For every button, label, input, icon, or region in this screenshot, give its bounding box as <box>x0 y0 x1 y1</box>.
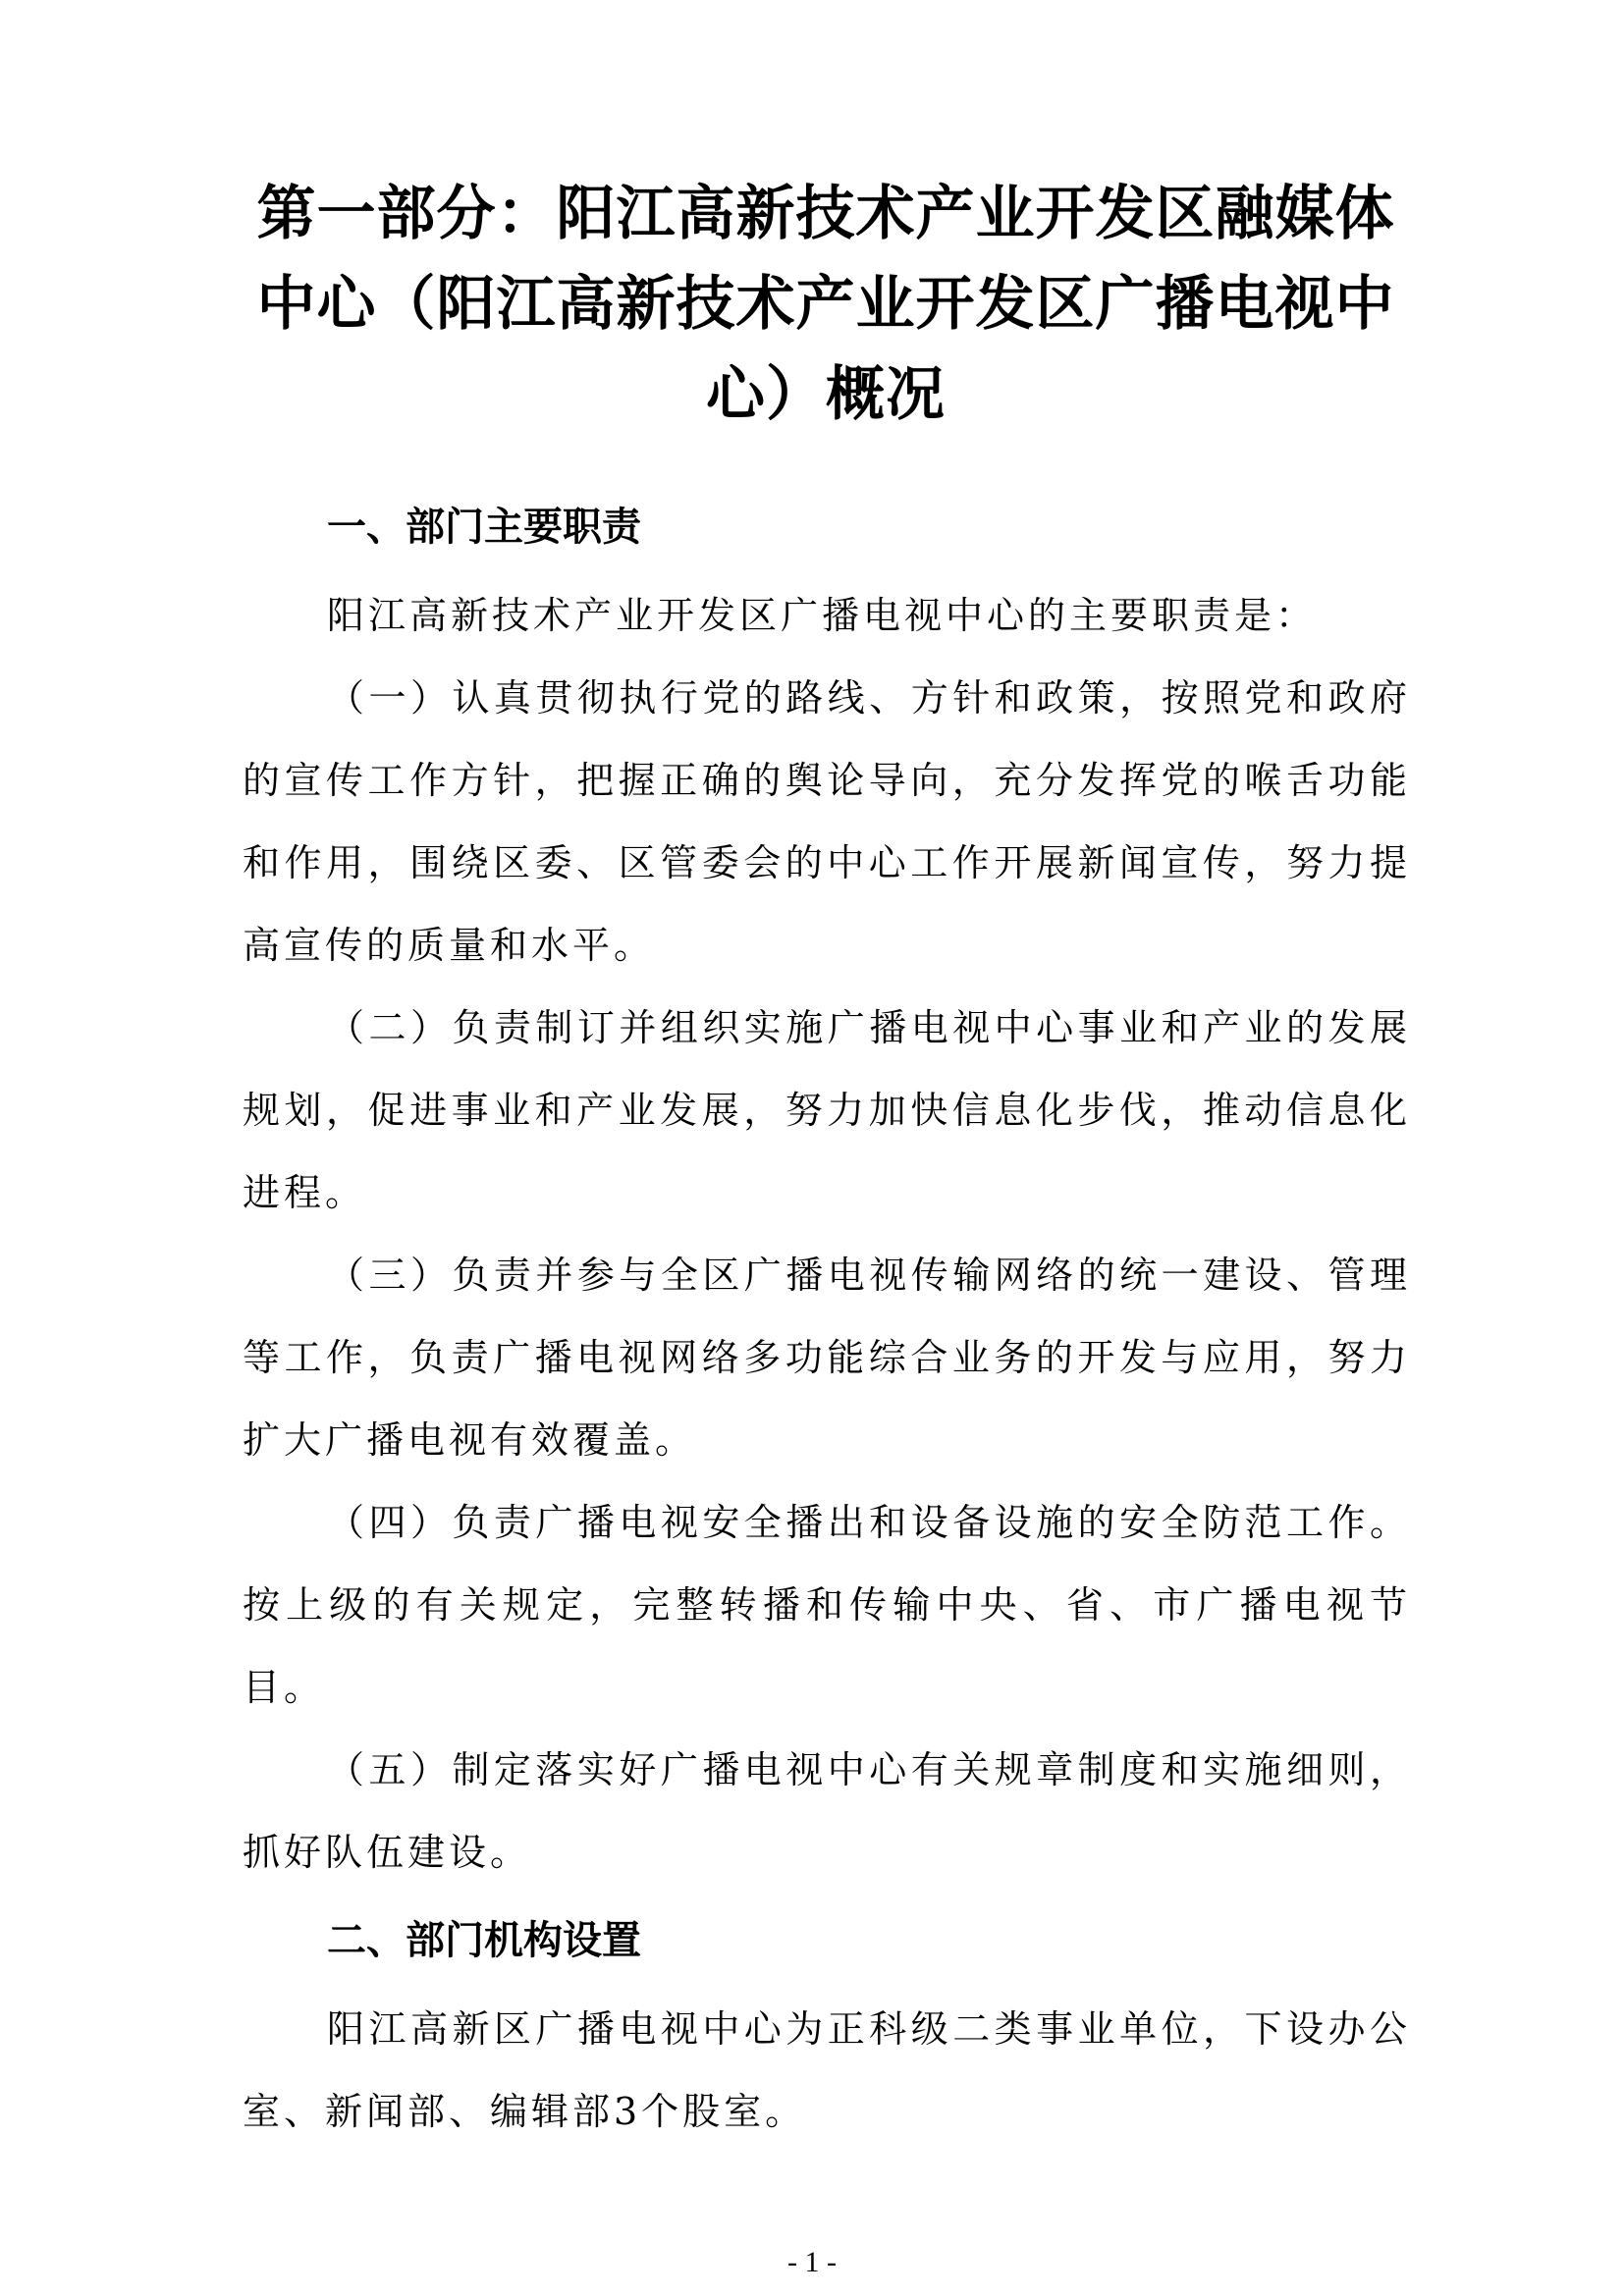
paragraph-duty-3: （三）负责并参与全区广播电视传输网络的统一建设、管理等工作，负责广播电视网络多功能综合业务的开发与应用，努力扩大广播电视有效覆盖。 <box>243 1254 1411 1462</box>
page-number: - 1 - <box>787 2246 837 2278</box>
paragraph-organization: 阳江高新区广播电视中心为正科级二类事业单位，下设办公室、新闻部、编辑部3个股室。 <box>243 2007 1411 2133</box>
title-line-2: 中心（阳江高新技术产业开发区广播电视中 <box>256 270 1395 339</box>
title-line-3: 心）概况 <box>706 360 946 429</box>
paragraph-duty-5: （五）制定落实好广播电视中心有关规章制度和实施细则，抓好队伍建设。 <box>243 1748 1411 1874</box>
section-heading-duties: 一、部门主要职责 <box>327 505 641 550</box>
paragraph-duty-4: （四）负责广播电视安全播出和设备设施的安全防范工作。按上级的有关规定，完整转播和传输中央、省、市广播电视节目。 <box>243 1501 1411 1709</box>
document-title <box>243 169 1409 440</box>
document-body <box>243 486 1411 2153</box>
section-heading-organization: 二、部门机构设置 <box>327 1918 641 1963</box>
paragraph-intro: 阳江高新技术产业开发区广播电视中心的主要职责是： <box>327 594 1318 637</box>
paragraph-duty-1: （一）认真贯彻执行党的路线、方针和政策，按照党和政府的宣传工作方针，把握正确的舆论导向，充分发挥党的喉舌功能和作用，围绕区委、区管委会的中心工作开展新闻宣传，努力提高宣传的质量和水平。 <box>243 676 1411 967</box>
paragraph-duty-2: （二）负责制订并组织实施广播电视中心事业和产业的发展规划，促进事业和产业发展，努力加快信息化步伐，推动信息化进程。 <box>243 1006 1411 1214</box>
title-line-1: 第一部分：阳江高新技术产业开发区融媒体 <box>256 180 1395 248</box>
